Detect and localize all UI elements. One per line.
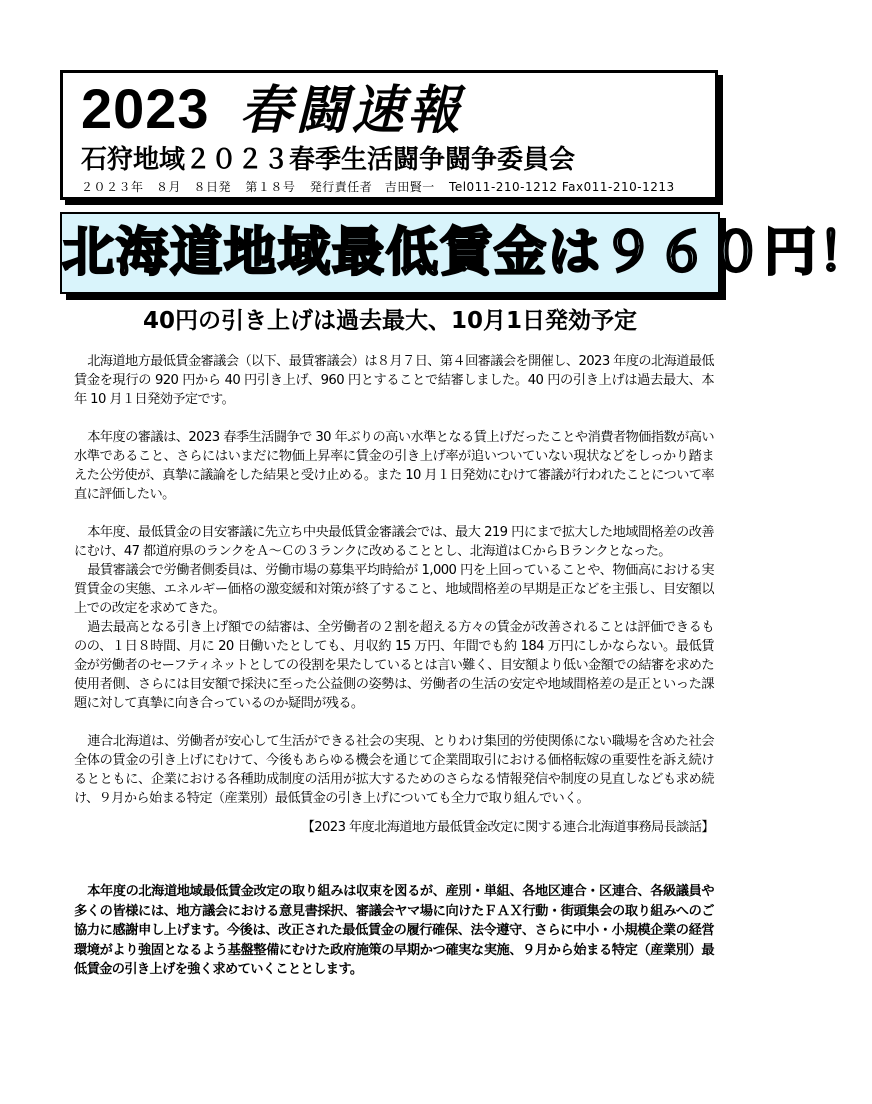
publisher: 発行責任者 吉田賢一 — [309, 180, 435, 194]
closing-statement: 本年度の北海道地域最低賃金改定の取り組みは収束を図るが、産別・単組、各地区連合・区連合、各級議員や多くの皆様には、地方議会における意見書採択、審議会ヤマ場に向けたＦＡＸ行動・街頭集会の取り組みへのご協力に感謝申し上げます。今後は、改正された最低賃金の履行確保、法令遵守、さらに中小・小規模企業の経営環境がより強固となるよう基盤整備にむけた政府施策の早期かつ確実な実施、９月から始まる特定（産業別）最低賃金の引き上げを強く求めていくこととします。 — [74, 884, 714, 977]
paragraph: 最賃審議会で労働者側委員は、労働市場の募集平均時給が 1,000 円を上回っていることや、物価高における実質賃金の実態、エネルギー価格の激変緩和対策が終了すること、地域間格差の早期是正などを主張し、目安額以上での改定を求めてきた。 — [74, 563, 714, 616]
headline: 北海道地域最低賃金は９６０円！ — [62, 223, 872, 283]
contact-info: Tel011-210-1212 Fax011-210-1213 — [449, 180, 675, 194]
subheadline: 40円の引き上げは過去最大、10月1日発効予定 — [142, 308, 638, 334]
paragraph: 本年度の審議は、2023 春季生活闘争で 30 年ぶりの高い水準となる賃上げだったことや消費者物価指数が高い水準であること、さらにはいまだに物価上昇率に賃金の引き上げ率が追いついていない現状などをしっかり踏まえた公労使が、真摯に議論をした結果と受け止める。また 10 月１日発効にむけて審議が行われたことについて率直に評価したい。 — [74, 430, 714, 502]
issue-date: ２０２３年 ８月 ８日発 — [81, 180, 232, 194]
paragraph: 本年度、最低賃金の目安審議に先立ち中央最低賃金審議会では、最大 219 円にまで拡大した地域間格差の改善にむけ、47 都道府県のランクをＡ～Ｃの３ランクに改めることとし、北海道はＣからＢランクとなった。 — [74, 525, 714, 559]
issue-number: 第１８号 — [245, 180, 296, 194]
masthead-brand: 春闘速報 — [239, 80, 464, 141]
masthead-year: 2023 — [81, 77, 210, 140]
paragraph: 過去最高となる引き上げ額での結審は、全労働者の２割を超える方々の賃金が改善されることは評価できるものの、１日８時間、月に 20 日働いたとしても、月収約 15 万円、年間でも約 184 万円にしかならない。最低賃金が労働者のセーフティネットとしての役割を果たしているとは言い難く、目安額より低い金額での結審を求めた使用者側、さらには目安額で採決に至った公益側の姿勢は、労働者の生活の安定や地域間格差の是正といった課題に対して真摯に向き合っているのか疑問が残る。 — [74, 620, 714, 711]
paragraph: 北海道地方最低賃金審議会（以下、最賃審議会）は８月７日、第４回審議会を開催し、2023 年度の北海道最低賃金を現行の 920 円から 40 円引き上げ、960 円とすることで結審しました。40 円の引き上げは過去最大、本年 10 月１日発効予定です。 — [74, 354, 714, 407]
headline-banner — [60, 212, 872, 294]
paragraph: 連合北海道は、労働者が安心して生活ができる社会の実現、とりわけ集団的労使関係にない職場を含めた社会全体の賃金の引き上げにむけて、今後もあらゆる機会を通じて企業間取引における価格転嫁の重要性を訴え続けるとともに、企業における各種助成制度の活用が拡大するためのさらなる情報発信や制度の見直しなども求め続け、９月から始まる特定（産業別）最低賃金の引き上げについても全力で取り組んでいく。 — [74, 734, 714, 806]
masthead-title — [81, 79, 464, 139]
masthead — [60, 70, 718, 200]
attribution: 【2023 年度北海道地方最低賃金改定に関する連合北海道事務局長談話】 — [301, 820, 714, 835]
issue-info — [81, 179, 685, 195]
article-body — [74, 352, 714, 837]
committee-name: 石狩地域２０２３春季生活闘争闘争委員会 — [81, 145, 576, 175]
